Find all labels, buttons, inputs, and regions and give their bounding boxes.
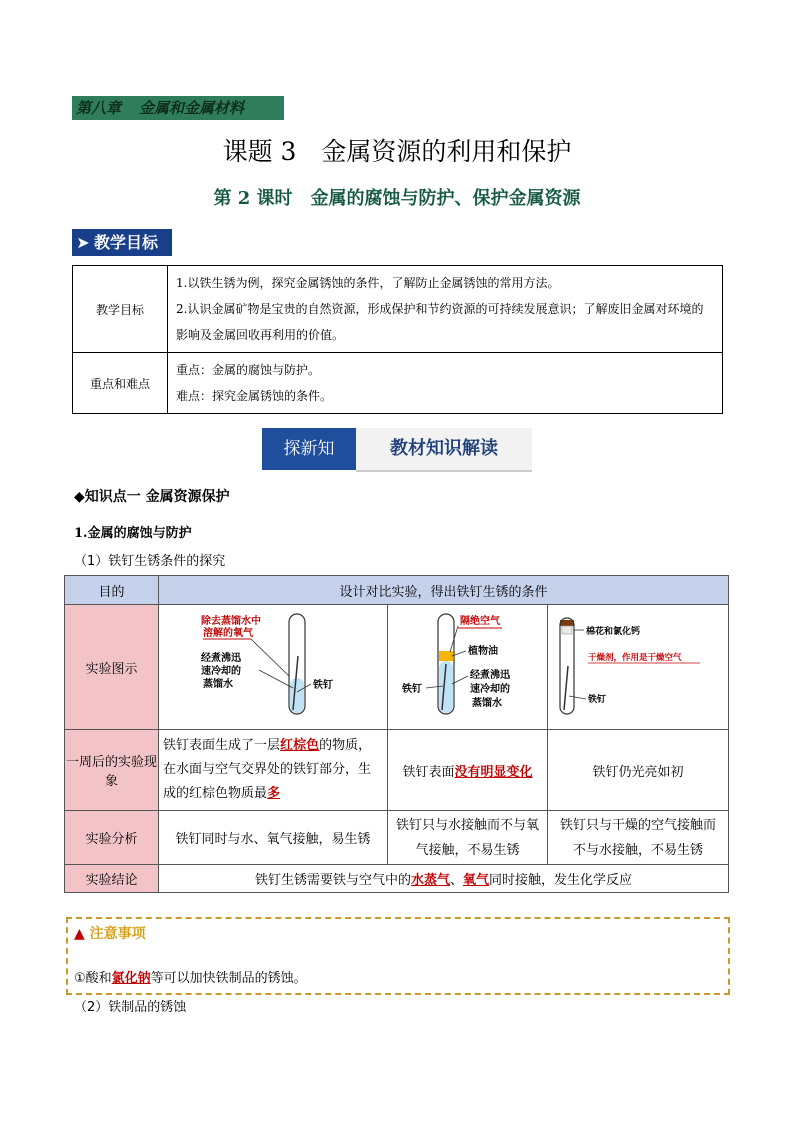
purpose-text: 设计对比实验，得出铁钉生锈的条件	[159, 576, 729, 605]
chapter-tag	[72, 96, 284, 120]
keypoints-text	[168, 353, 723, 414]
fig2-oil: 植物油	[467, 646, 498, 657]
test-tube-1-diagram	[161, 606, 386, 724]
analysis-1: 铁钉同时与水、氧气接触，易生锈	[159, 811, 388, 865]
obs2-highlight: 没有明显变化	[454, 764, 533, 780]
obs1-text-b: 的物质，在水面与空气交界处的铁钉部分，生成的红棕色物质最	[163, 738, 372, 801]
analysis-3: 铁钉只与干燥的空气接触而不与水接触，不易生锈	[548, 811, 729, 865]
heading-rust-exploration: （1）铁钉生锈条件的探究	[74, 554, 226, 569]
conc-highlight-2: 氧气	[463, 873, 490, 888]
test-tube-2-diagram	[390, 606, 546, 724]
note-text	[74, 967, 307, 986]
banner-left: 探新知	[262, 428, 356, 470]
note-text-b: 等可以加快铁制品的锈蚀。	[150, 971, 307, 986]
figure-3-cell	[548, 605, 729, 730]
experiment-table	[64, 575, 729, 893]
heading-corrosion: 1.金属的腐蚀与防护	[74, 526, 192, 541]
test-tube-3-diagram	[550, 606, 726, 724]
fig1-mid2: 速冷却的	[200, 666, 241, 677]
conc-highlight-1: 水蒸气	[411, 873, 451, 888]
keypoint-1: 重点：金属的腐蚀与防护。	[176, 363, 321, 377]
arrow-icon: ➤	[76, 233, 90, 252]
keypoints-label: 重点和难点	[73, 353, 168, 414]
obs1-highlight: 红棕色	[280, 738, 320, 753]
note-highlight: 氯化钠	[111, 971, 151, 986]
conclusion-row-label: 实验结论	[65, 865, 159, 893]
banner-right: 教材知识解读	[356, 428, 532, 472]
fig1-top-label2: 溶解的氧气	[202, 628, 253, 639]
heading-iron-rusting: （2）铁制品的锈蚀	[74, 1000, 187, 1015]
fig3-nail: 铁钉	[588, 695, 607, 705]
observation-row-label: 一周后的实验现象	[65, 730, 159, 811]
chapter-name: 金属和金属材料	[139, 99, 245, 117]
observation-1	[159, 730, 388, 811]
obs1-highlight2: 多	[267, 786, 281, 801]
fig1-nail: 铁钉	[312, 680, 333, 691]
purpose-header: 目的	[65, 576, 159, 605]
fig1-mid3: 蒸馏水	[202, 679, 233, 690]
section-banner	[262, 428, 532, 470]
conc-text-a: 铁钉生锈需要铁与空气中的	[254, 873, 411, 888]
fig2-top-label: 隔绝空气	[459, 616, 500, 627]
section-badge-label: 教学目标	[94, 233, 159, 252]
chapter-number: 第八章	[76, 99, 122, 117]
fig1-top-label1: 除去蒸馏水中	[200, 616, 261, 627]
observation-3: 铁钉仍光亮如初	[548, 730, 729, 811]
goals-table	[72, 265, 723, 414]
fig2-nail: 铁钉	[401, 684, 422, 695]
section-badge	[72, 229, 172, 256]
note-text-a: ①酸和	[74, 971, 112, 986]
page-title: 课题 3 金属资源的利用和保护	[222, 137, 572, 166]
note-header	[74, 923, 146, 943]
note-title: 注意事项	[89, 926, 146, 942]
goal-2: 2.认识金属矿物是宝贵的自然资源，形成保护和节约资源的可持续发展意识；了解废旧金属对环境的影响及金属回收再利用的价值。	[176, 302, 704, 342]
fig2-mid3: 蒸馏水	[471, 698, 502, 709]
obs1-text-a: 铁钉表面生成了一层	[163, 738, 281, 753]
observation-2	[388, 730, 548, 811]
page-subtitle: 第 2 课时 金属的腐蚀与防护、保护金属资源	[213, 188, 581, 209]
goals-label: 教学目标	[73, 266, 168, 353]
obs2-text: 铁钉表面	[402, 764, 455, 780]
warning-icon: ▲	[74, 926, 85, 942]
figure-row-label: 实验图示	[65, 605, 159, 730]
knowledge-point-heading: ◆知识点一 金属资源保护	[74, 489, 230, 505]
fig2-mid2: 速冷却的	[469, 684, 510, 695]
goal-1: 1.以铁生锈为例，探究金属锈蚀的条件，了解防止金属锈蚀的常用方法。	[176, 276, 560, 290]
figure-1-cell	[159, 605, 388, 730]
goals-text	[168, 266, 723, 353]
fig3-label2: 干燥剂，作用是干燥空气	[588, 653, 682, 663]
fig2-mid1: 经煮沸迅	[469, 670, 510, 681]
analysis-row-label: 实验分析	[65, 811, 159, 865]
keypoint-2: 难点：探究金属锈蚀的条件。	[176, 389, 333, 403]
fig3-label1: 棉花和氯化钙	[586, 627, 641, 637]
figure-2-cell	[388, 605, 548, 730]
fig1-mid1: 经煮沸迅	[200, 653, 241, 664]
conclusion-text	[159, 865, 729, 893]
conc-sep: 、	[450, 873, 464, 888]
analysis-2: 铁钉只与水接触而不与氧气接触，不易生锈	[388, 811, 548, 865]
conc-text-b: 同时接触，发生化学反应	[489, 873, 633, 888]
note-box	[66, 917, 730, 995]
